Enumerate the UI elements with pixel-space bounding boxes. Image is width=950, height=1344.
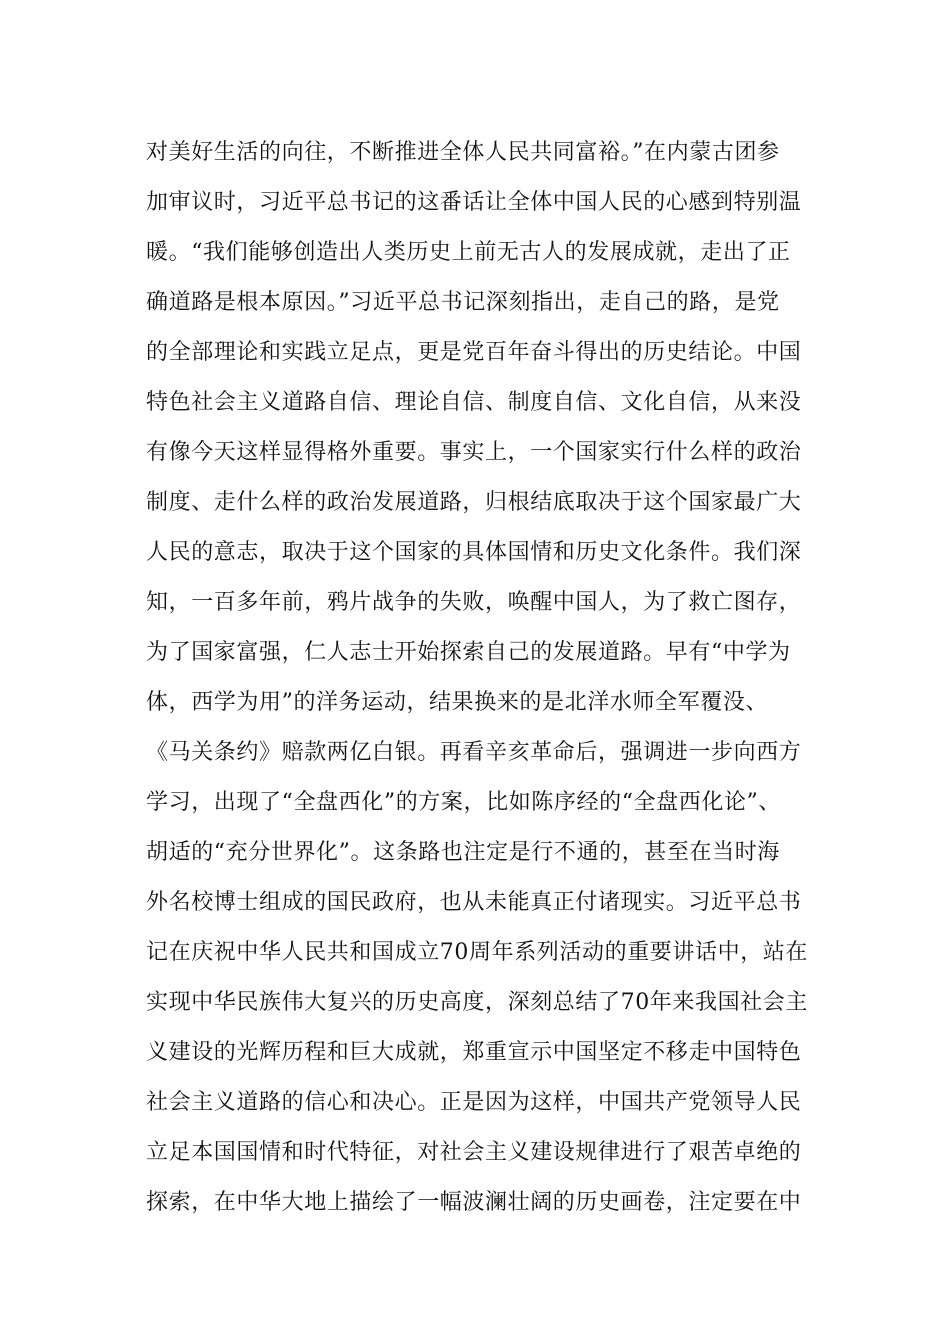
text-line: 《马关条约》赔款两亿白银。再看辛亥革命后，强调进一步向西方 [146,740,802,765]
text-line: 加审议时，习近平总书记的这番话让全体中国人民的心感到特别温 [146,190,802,215]
text-line: 学习，出现了“全盘西化”的方案，比如陈序经的“全盘西化论”、 [146,790,781,815]
text-line: 为了国家富强，仁人志士开始探索自己的发展道路。早有“中学为 [146,640,791,665]
text-line: 义建设的光辉历程和巨大成就，郑重宣示中国坚定不移走中国特色 [146,1040,802,1065]
text-line: 体，西学为用”的洋务运动，结果换来的是北洋水师全军覆没、 [146,690,769,715]
text-line: 有像今天这样显得格外重要。事实上，一个国家实行什么样的政治 [146,440,802,465]
text-line: 特色社会主义道路自信、理论自信、制度自信、文化自信，从来没 [146,390,802,415]
text-line: 实现中华民族伟大复兴的历史高度，深刻总结了70年来我国社会主 [146,990,808,1015]
text-line: 制度、走什么样的政治发展道路，归根结底取决于这个国家最广大 [146,490,802,515]
text-line: 探索，在中华大地上描绘了一幅波澜壮阔的历史画卷，注定要在中 [146,1190,802,1215]
text-line: 外名校博士组成的国民政府，也从未能真正付诸现实。习近平总书 [146,890,802,915]
text-line: 立足本国国情和时代特征，对社会主义建设规律进行了艰苦卓绝的 [146,1140,802,1165]
text-line: 人民的意志，取决于这个国家的具体国情和历史文化条件。我们深 [146,540,802,565]
text-line: 的全部理论和实践立足点，更是党百年奋斗得出的历史结论。中国 [146,340,802,365]
text-line: 知，一百多年前，鸦片战争的失败，唤醒中国人，为了救亡图存， [146,590,802,615]
text-line: 对美好生活的向往，不断推进全体人民共同富裕。”在内蒙古团参 [146,140,780,165]
body-paragraph [146,128,826,1228]
text-line: 胡适的“充分世界化”。这条路也注定是行不通的，甚至在当时海 [146,840,780,865]
text-line: 暖。“我们能够创造出人类历史上前无古人的发展成就，走出了正 [146,240,791,265]
text-line: 社会主义道路的信心和决心。正是因为这样，中国共产党领导人民 [146,1090,802,1115]
text-line: 确道路是根本原因。”习近平总书记深刻指出，走自己的路，是党 [146,290,780,315]
text-line: 记在庆祝中华人民共和国成立70周年系列活动的重要讲话中，站在 [146,940,808,965]
